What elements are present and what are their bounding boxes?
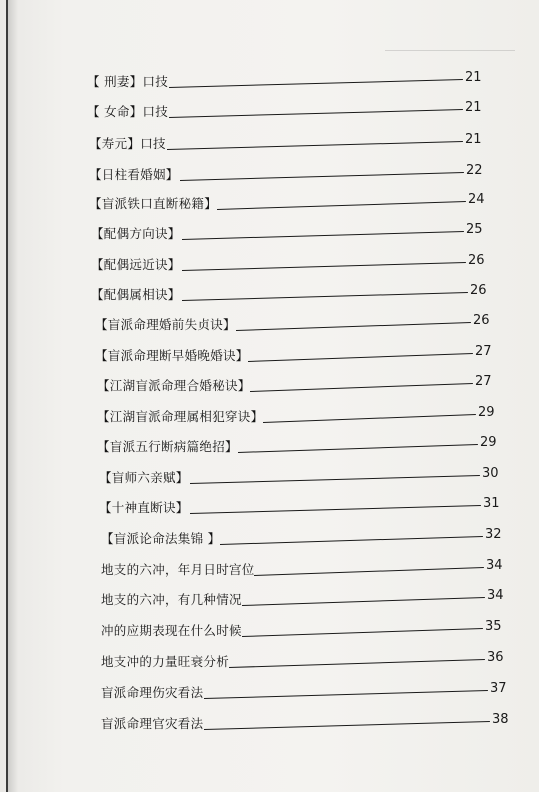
toc-entry [0,132,539,156]
toc-leader-line [180,172,464,181]
toc-entry [0,681,539,705]
toc-entry-title: 地支的六冲，有几种情况 [101,592,242,607]
toc-leader-line [238,444,478,453]
toc-leader-line [169,79,463,88]
toc-page-number: 27 [475,374,492,389]
toc-page-number: 38 [492,712,509,727]
toc-entry [0,712,539,736]
toc-leader-line [220,536,482,545]
toc-page-number: 35 [485,619,502,634]
toc-leader-line [242,597,485,606]
toc-page-number: 26 [470,283,487,298]
toc-entry [0,558,539,582]
toc-leader-line [242,628,483,637]
toc-page-number: 21 [465,132,482,147]
toc-entry-title: 【配偶属相诀】 [91,287,181,302]
toc-entry-title: 【盲派论命法集锦 】 [101,531,221,546]
toc-page-number: 36 [487,650,504,665]
toc-entry-title: 冲的应期表现在什么时候 [101,623,242,638]
toc-entry-title: 【盲师六亲赋】 [99,470,189,485]
toc-page-number: 34 [486,558,503,573]
toc-leader-line [169,109,463,118]
toc-entry [0,466,539,490]
toc-leader-line [263,414,476,423]
toc-entry-title: 【盲派五行断病篇绝招】 [97,439,238,454]
toc-page-number: 26 [473,313,490,328]
toc-entry-title: 【配偶远近诀】 [91,257,181,272]
toc-entry [0,253,539,277]
toc-page-number: 30 [482,466,499,481]
toc-entry [0,283,539,307]
toc-leader-line [182,292,468,301]
toc-entry-title: 【配偶方向诀】 [91,226,181,241]
toc-page-number: 26 [468,253,485,268]
toc-page-number: 29 [478,405,495,420]
toc-entry [0,163,539,187]
toc-entry [0,222,539,246]
toc-entry-title: 盲派命理伤灾看法 [101,685,204,700]
toc-leader-line [248,353,473,362]
toc-entry-title: 地支冲的力量旺衰分析 [101,654,230,669]
toc-leader-line [229,659,485,668]
toc-entry [0,344,539,368]
toc-leader-line [190,475,480,484]
toc-page-number: 24 [468,192,485,207]
toc-entry-title: 【江湖盲派命理属相犯穿诀】 [97,409,264,424]
toc-entry [0,374,539,398]
toc-entry-title: 【 女命】口技 [87,104,169,119]
toc-entry [0,100,539,124]
toc-leader-line [204,721,490,730]
toc-page-number: 27 [475,344,492,359]
toc-page-number: 25 [466,222,483,237]
toc-entry-title: 【十神直断诀】 [99,500,189,515]
toc-entry-title: 盲派命理官灾看法 [101,716,204,731]
toc-leader-line [217,201,466,210]
toc-entry-title: 地支的六冲，年月日时宫位 [101,562,255,577]
toc-entry-title: 【盲派铁口直断秘籍】 [89,196,218,211]
toc-leader-line [204,690,488,699]
toc-page-number: 21 [465,100,482,115]
toc-page-number: 37 [490,681,507,696]
toc-leader-line [182,262,466,271]
toc-entry-title: 【 刑妻】口技 [87,74,169,89]
toc-page-number: 21 [465,70,482,85]
toc-entry [0,650,539,674]
toc-entry [0,70,539,94]
toc-leader-line [250,383,473,392]
toc-leader-line [167,141,463,150]
toc-entry [0,313,539,337]
toc-leader-line [182,231,464,240]
toc-page-number: 29 [480,435,497,450]
toc-entry-title: 【盲派命理断早婚晚婚诀】 [95,348,249,363]
toc-entry [0,588,539,612]
toc-leader-line [190,505,481,514]
toc-entry-title: 【盲派命理婚前失贞诀】 [95,317,236,332]
toc-page-number: 34 [487,588,504,603]
toc-page-number: 22 [466,163,483,178]
toc-page-number: 31 [483,496,500,511]
toc-entry-title: 【日柱看婚姻】 [89,167,179,182]
toc-leader-line [236,322,471,331]
toc-entry [0,527,539,551]
toc-leader-line [254,567,484,576]
toc-entry [0,496,539,520]
toc-entry [0,192,539,216]
toc-page-number: 32 [485,527,502,542]
toc-entry-title: 【寿元】口技 [89,136,166,151]
toc-entry-title: 【江湖盲派命理合婚秘诀】 [97,378,251,393]
toc-entry [0,405,539,429]
toc-entry [0,435,539,459]
toc-entry [0,619,539,643]
